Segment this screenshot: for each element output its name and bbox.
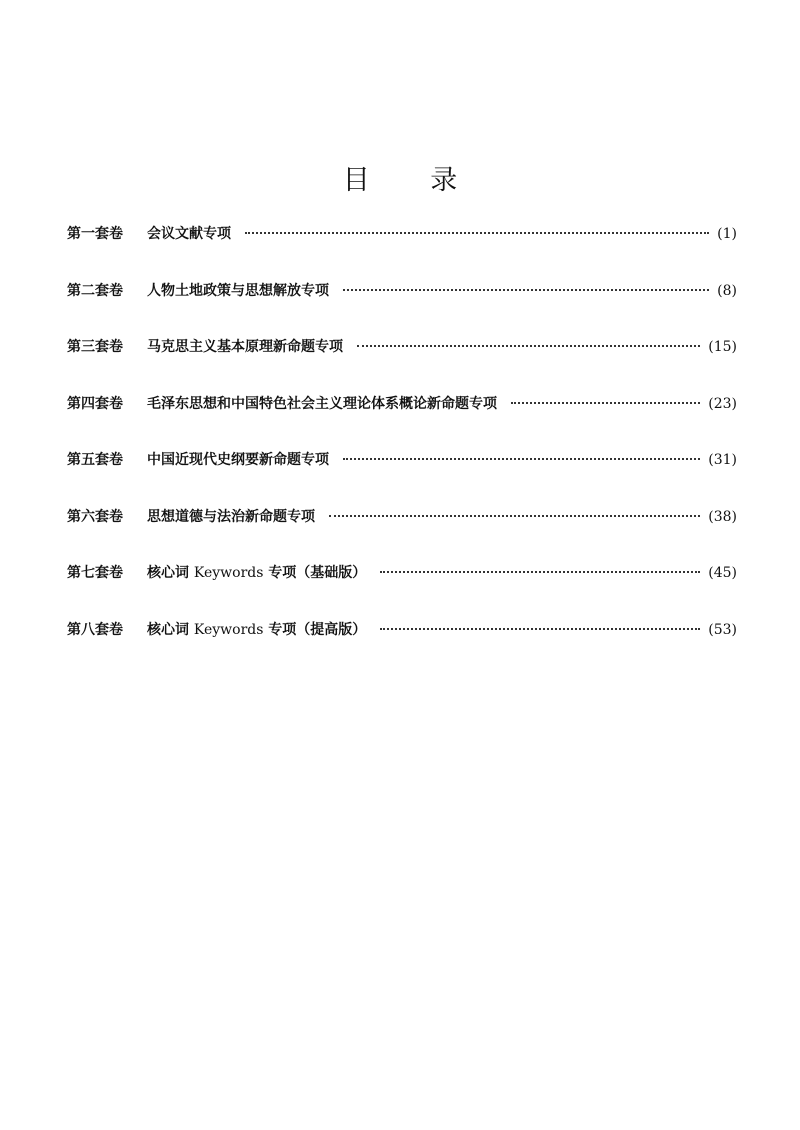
volume-label: 第七套卷 — [67, 565, 123, 581]
entry-title: 思想道德与法治新命题专项 — [147, 508, 315, 525]
entry-title-keyword: Keywords — [193, 621, 264, 638]
toc-entry-7[interactable] — [67, 559, 737, 616]
dot-leader — [245, 231, 709, 234]
toc-entry-1[interactable] — [67, 220, 737, 277]
page-number: (31) — [708, 452, 737, 468]
toc-entry-3[interactable] — [67, 333, 737, 390]
dot-leader — [343, 288, 709, 291]
entry-title: 马克思主义基本原理新命题专项 — [147, 339, 343, 355]
entry-title-prefix: 核心词 — [147, 621, 194, 638]
page-number: (23) — [708, 395, 737, 412]
dot-leader — [511, 401, 700, 404]
page-number: (15) — [708, 339, 737, 355]
page-number: (8) — [717, 282, 737, 299]
entry-title — [147, 616, 366, 644]
volume-label: 第五套卷 — [67, 452, 123, 468]
page-number: (53) — [708, 621, 737, 638]
entry-title: 中国近现代史纲要新命题专项 — [147, 452, 329, 468]
entry-title: 毛泽东思想和中国特色社会主义理论体系概论新命题专项 — [147, 395, 497, 412]
toc-entry-6[interactable] — [67, 503, 737, 560]
toc-entry-8[interactable] — [67, 616, 737, 673]
page-number: (38) — [708, 508, 737, 525]
volume-label: 第六套卷 — [67, 508, 123, 525]
volume-label: 第一套卷 — [67, 226, 123, 242]
dot-leader — [357, 344, 700, 347]
page-number: (45) — [708, 565, 737, 581]
toc-entry-4[interactable] — [67, 390, 737, 447]
toc-entry-5[interactable] — [67, 446, 737, 503]
dot-leader — [343, 457, 700, 460]
entry-title-prefix: 核心词 — [147, 565, 194, 581]
dot-leader — [380, 627, 700, 630]
page-title: 目 录 — [342, 165, 484, 197]
volume-label: 第二套卷 — [67, 282, 123, 299]
dot-leader — [329, 514, 700, 517]
entry-title — [147, 559, 366, 587]
entry-title-suffix: 专项（基础版） — [263, 565, 367, 581]
table-of-contents — [67, 220, 737, 672]
entry-title-keyword: Keywords — [193, 565, 264, 581]
volume-label: 第三套卷 — [67, 339, 123, 355]
volume-label: 第八套卷 — [67, 621, 123, 638]
volume-label: 第四套卷 — [67, 395, 123, 412]
entry-title: 人物土地政策与思想解放专项 — [147, 282, 329, 299]
toc-entry-2[interactable] — [67, 277, 737, 334]
page-number: (1) — [717, 226, 737, 242]
entry-title: 会议文献专项 — [147, 226, 231, 242]
dot-leader — [380, 570, 700, 573]
entry-title-suffix: 专项（提高版） — [263, 621, 367, 638]
